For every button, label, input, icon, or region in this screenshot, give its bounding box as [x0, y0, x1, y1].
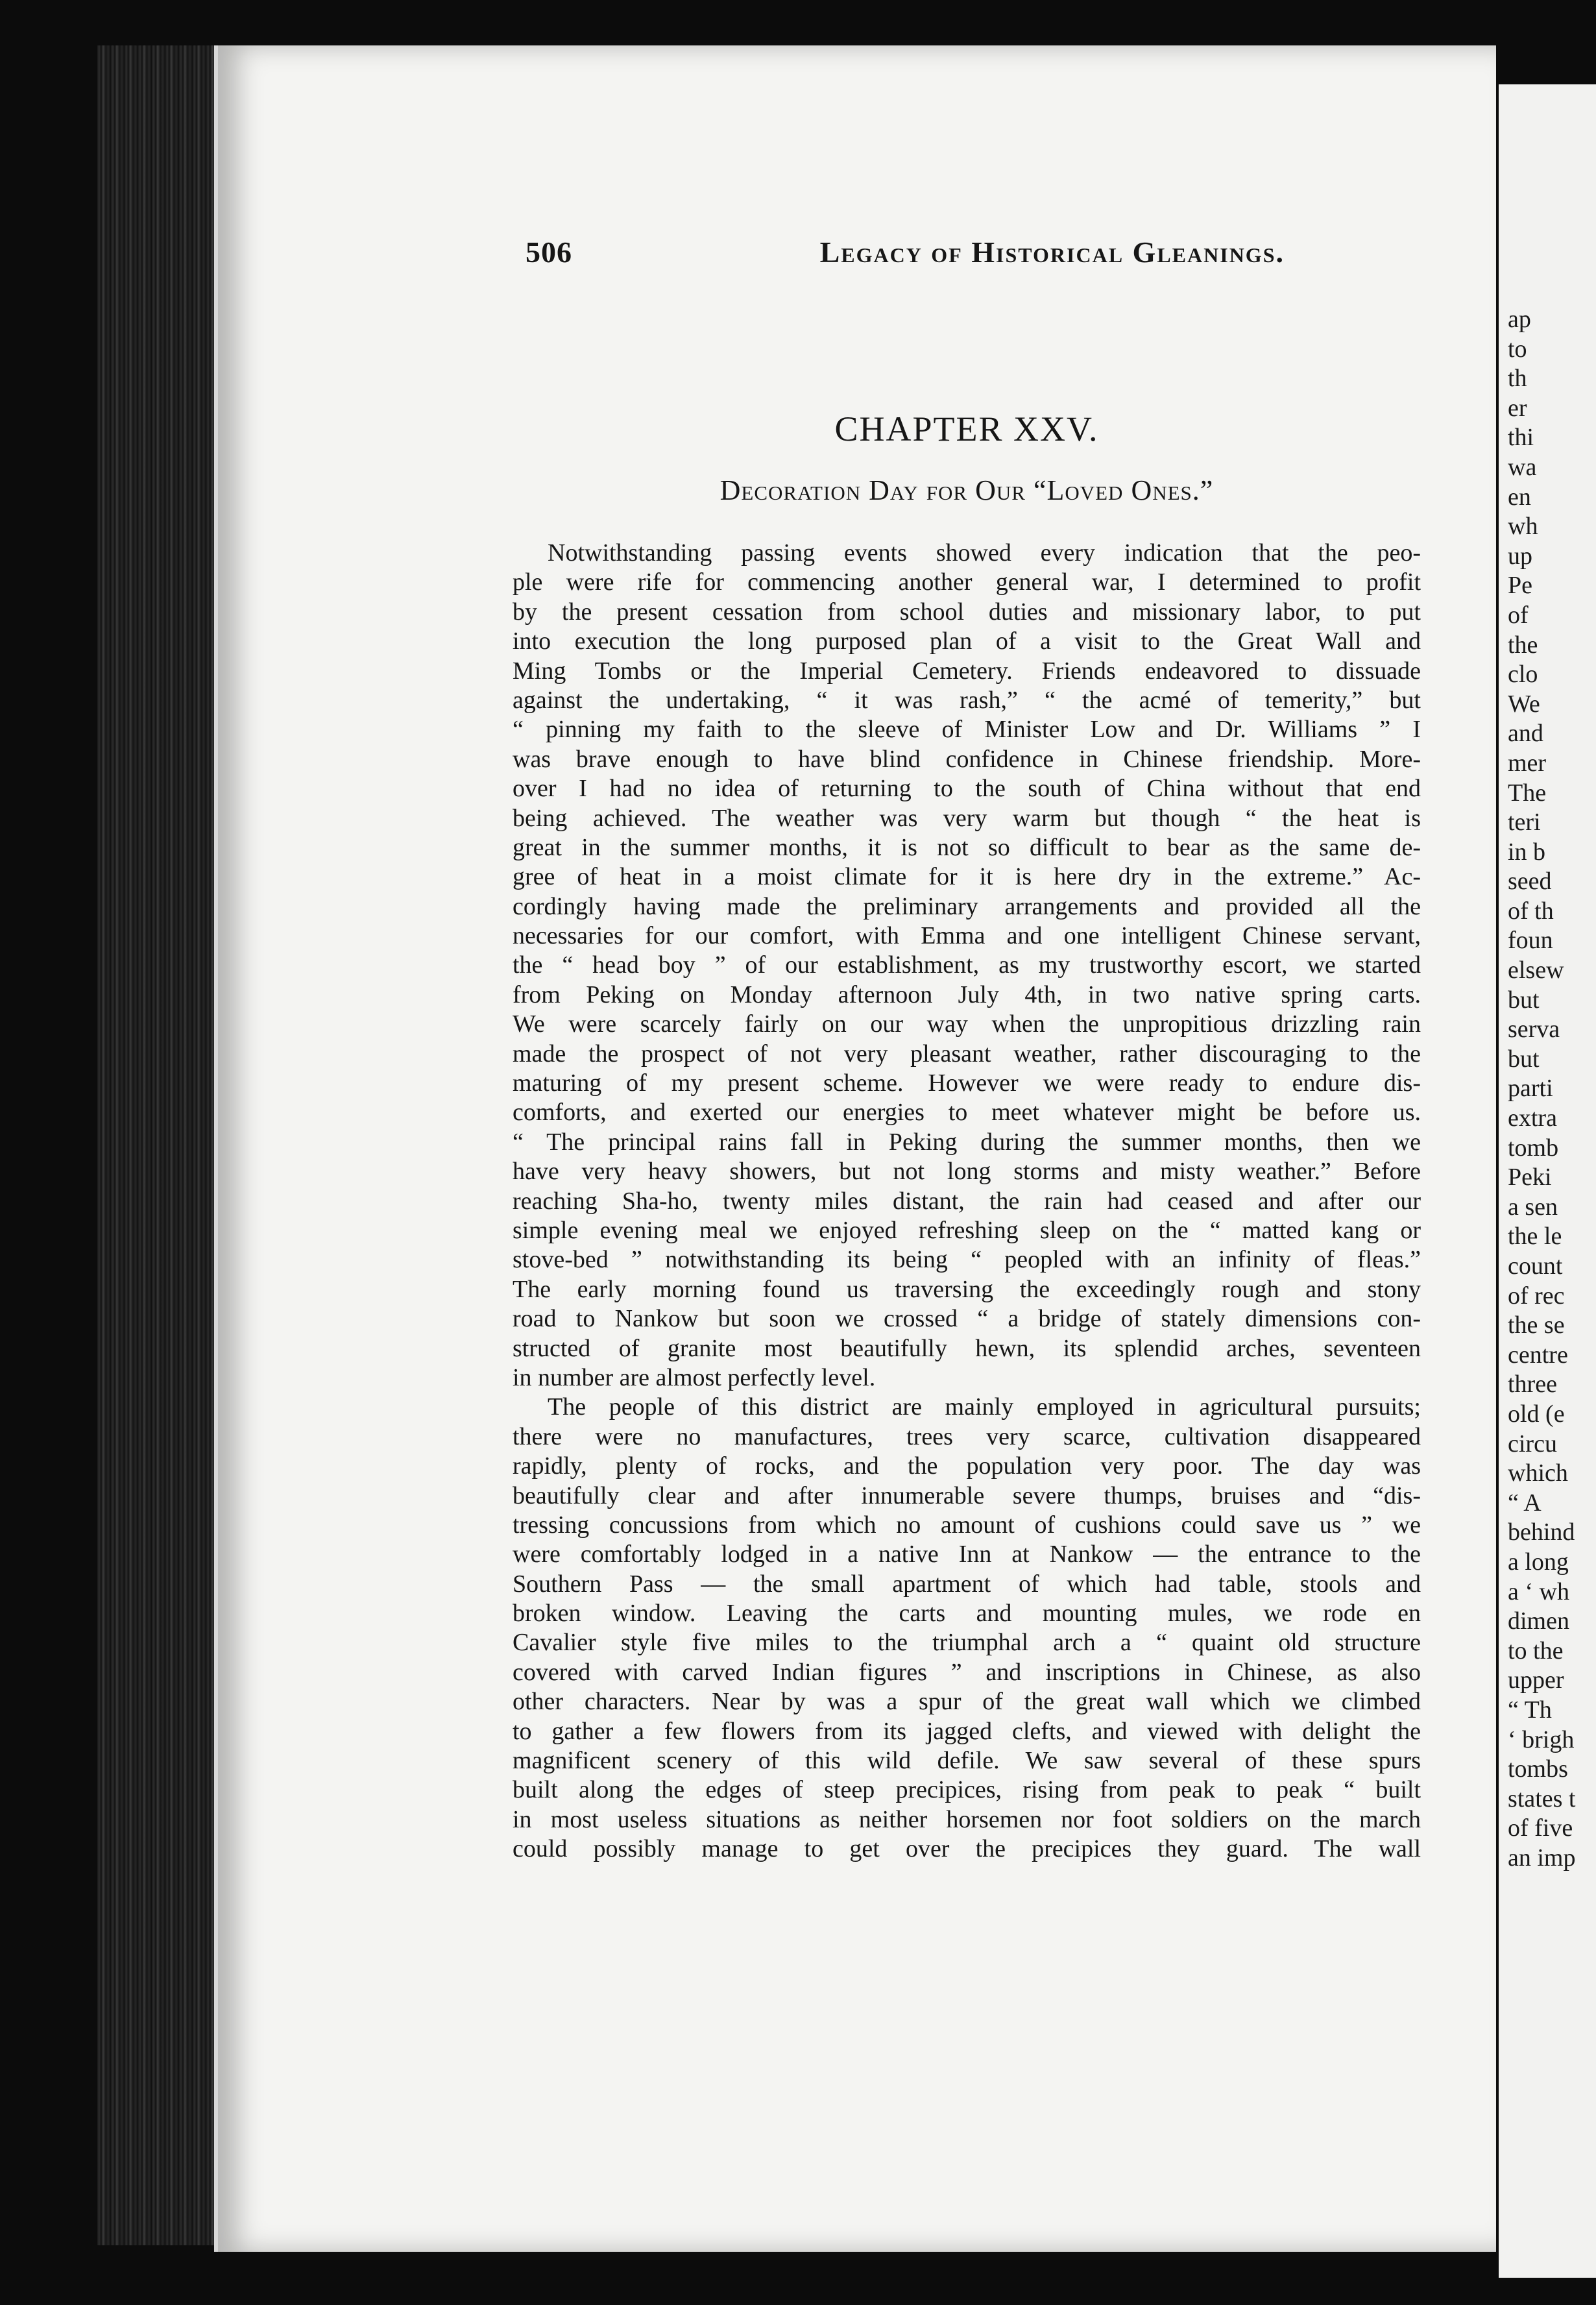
text-line: in number are almost perfectly level. — [513, 1363, 876, 1391]
text-line: could possibly manage to get over the precipices they guard. The wall — [513, 1835, 1421, 1863]
adjacent-page-line: but — [1508, 1045, 1540, 1073]
adjacent-page-line: of rec — [1508, 1282, 1565, 1310]
text-line: simple evening meal we enjoyed refreshing sleep on the “ matted kang or — [513, 1216, 1421, 1244]
adjacent-page-line: circu — [1508, 1430, 1557, 1457]
text-line: necessaries for our comfort, with Emma and one intelligent Chinese servant, — [513, 922, 1421, 950]
adjacent-page-line: ap — [1508, 306, 1531, 333]
chapter-subtitle: Decoration Day for Our “Loved Ones.” — [719, 474, 1214, 506]
text-line: great in the summer months, it is not so difficult to bear as the same de- — [513, 833, 1421, 861]
text-line: there were no manufactures, trees very scarce, cultivation disappeared — [513, 1422, 1421, 1450]
adjacent-page-edge — [1499, 84, 1596, 2278]
adjacent-page-line: en — [1508, 483, 1531, 511]
adjacent-page-line: to — [1508, 335, 1527, 363]
text-line: made the prospect of not very pleasant weather, rather discouraging to the — [513, 1040, 1421, 1067]
text-line: “ The principal rains fall in Peking during the summer months, then we — [513, 1128, 1421, 1156]
text-line: reaching Sha-ho, twenty miles distant, the rain had ceased and after our — [513, 1187, 1421, 1215]
text-line: into execution the long purposed plan of a visit to the Great Wall and — [513, 628, 1421, 655]
adjacent-page-line: states t — [1508, 1785, 1576, 1812]
adjacent-page-line: foun — [1508, 927, 1553, 955]
text-line: broken window. Leaving the carts and mounting mules, we rode en — [513, 1600, 1421, 1628]
adjacent-page-line: clo — [1508, 661, 1538, 689]
text-line: structed of granite most beautifully hewn, its splendid arches, seventeen — [513, 1334, 1421, 1362]
adjacent-page-line: dimen — [1508, 1607, 1569, 1635]
text-line: ple were rife for commencing another general war, I determined to profit — [513, 568, 1421, 596]
page-number: 506 — [526, 236, 572, 269]
adjacent-page-line: er — [1508, 394, 1527, 422]
adjacent-page-line: centre — [1508, 1341, 1568, 1369]
adjacent-page-line: wa — [1508, 453, 1537, 481]
text-line: over I had no idea of returning to the south of China without that end — [513, 775, 1421, 803]
text-line: We were scarcely fairly on our way when the unpropitious drizzling rain — [513, 1010, 1421, 1038]
adjacent-page-line: extra — [1508, 1104, 1557, 1132]
adjacent-page-line: ‘ brigh — [1508, 1726, 1575, 1753]
adjacent-page-line: parti — [1508, 1075, 1553, 1103]
text-line: was brave enough to have blind confidence in Chinese friendship. More- — [513, 745, 1421, 773]
text-line: stove-bed ” notwithstanding its being “ peopled with an infinity of fleas.” — [513, 1246, 1421, 1274]
text-line: beautifully clear and after innumerable severe thumps, bruises and “dis- — [513, 1482, 1421, 1509]
text-line: were comfortably lodged in a native Inn at Nankow — the entrance to the — [513, 1541, 1421, 1568]
text-line: other characters. Near by was a spur of the great wall which we climbed — [513, 1688, 1421, 1716]
text-line: covered with carved Indian figures ” and inscriptions in Chinese, as also — [513, 1658, 1421, 1686]
text-line: Southern Pass — the small apartment of which had table, stools and — [513, 1570, 1421, 1598]
text-line: being achieved. The weather was very warm but though “ the heat is — [513, 804, 1421, 832]
adjacent-page-line: behind — [1508, 1518, 1575, 1546]
text-line: road to Nankow but soon we crossed “ a bridge of stately dimensions con- — [513, 1305, 1421, 1333]
adjacent-page-line: Pe — [1508, 572, 1532, 600]
text-line: maturing of my present scheme. However we were ready to endure dis- — [513, 1069, 1421, 1097]
text-line: to gather a few flowers from its jagged clefts, and viewed with delight the — [513, 1717, 1421, 1745]
text-line: gree of heat in a moist climate for it is here dry in the extreme.” Ac- — [513, 863, 1421, 891]
adjacent-page-line: “ A — [1508, 1489, 1542, 1517]
text-line: by the present cessation from school duties and missionary labor, to put — [513, 598, 1421, 626]
text-line: The early morning found us traversing the exceedingly rough and stony — [513, 1275, 1421, 1303]
adjacent-page-line: thi — [1508, 424, 1534, 452]
adjacent-page-line: which — [1508, 1459, 1568, 1487]
adjacent-page-line: in b — [1508, 838, 1546, 866]
adjacent-page-line: wh — [1508, 513, 1538, 541]
running-title: Legacy of Historical Gleanings. — [819, 236, 1285, 269]
text-line: against the undertaking, “ it was rash,” “ the acmé of temerity,” but — [513, 686, 1421, 714]
adjacent-page-line: up — [1508, 542, 1532, 570]
adjacent-page-line: but — [1508, 986, 1540, 1014]
text-line: the “ head boy ” of our establishment, as my trustworthy escort, we started — [513, 951, 1421, 979]
adjacent-page-line: and — [1508, 720, 1543, 748]
adjacent-page-line: seed — [1508, 868, 1552, 896]
adjacent-page-line: tombs — [1508, 1755, 1568, 1783]
text-line: Ming Tombs or the Imperial Cemetery. Friends endeavored to dissuade — [513, 657, 1421, 685]
adjacent-page-line: “ Th — [1508, 1696, 1552, 1724]
text-line: built along the edges of steep precipices, rising from peak to peak “ built — [513, 1776, 1421, 1804]
adjacent-page-line: The — [1508, 779, 1547, 807]
adjacent-page-line: a ‘ wh — [1508, 1578, 1569, 1605]
text-line: Cavalier style five miles to the triumphal arch a “ quaint old structure — [513, 1629, 1421, 1657]
text-line: The people of this district are mainly employed in agricultural pursuits; — [548, 1393, 1421, 1421]
chapter-title: CHAPTER XXV. — [834, 409, 1099, 448]
adjacent-page-line: Peki — [1508, 1164, 1552, 1191]
adjacent-page-line: of five — [1508, 1814, 1573, 1842]
text-line: cordingly having made the preliminary arrangements and provided all the — [513, 892, 1421, 920]
adjacent-page-line: teri — [1508, 809, 1541, 836]
adjacent-page-line: of — [1508, 601, 1529, 629]
adjacent-page-line: tomb — [1508, 1134, 1559, 1162]
adjacent-page-line: to the — [1508, 1637, 1564, 1665]
adjacent-page-text — [1499, 305, 1575, 1873]
adjacent-page-line: upper — [1508, 1666, 1564, 1694]
text-line: comforts, and exerted our energies to meet whatever might be before us. — [513, 1099, 1421, 1127]
text-line: from Peking on Monday afternoon July 4th, in two native spring carts. — [513, 981, 1421, 1008]
text-line: “ pinning my faith to the sleeve of Minister Low and Dr. Williams ” I — [513, 716, 1421, 744]
text-line: Notwithstanding passing events showed every indication that the peo- — [548, 539, 1421, 567]
adjacent-page-line: mer — [1508, 749, 1547, 777]
adjacent-page-line: of th — [1508, 897, 1554, 925]
adjacent-page-line: serva — [1508, 1016, 1560, 1043]
text-line: have very heavy showers, but not long storms and misty weather.” Before — [513, 1158, 1421, 1186]
body-text — [513, 539, 1421, 1864]
adjacent-page-line: We — [1508, 690, 1540, 718]
adjacent-page-line: the — [1508, 631, 1538, 659]
running-head — [526, 228, 1285, 280]
adjacent-page-line: old (e — [1508, 1400, 1565, 1428]
adjacent-page-line: a long — [1508, 1548, 1569, 1576]
adjacent-page-line: elsew — [1508, 957, 1564, 984]
adjacent-page-line: three — [1508, 1371, 1557, 1398]
text-line: in most useless situations as neither horsemen nor foot soldiers on the march — [513, 1805, 1421, 1833]
adjacent-page-line: the se — [1508, 1311, 1565, 1339]
adjacent-page-line: count — [1508, 1252, 1563, 1280]
adjacent-page-line: a sen — [1508, 1193, 1558, 1221]
adjacent-page-line: an imp — [1508, 1844, 1576, 1872]
adjacent-page-line: th — [1508, 365, 1527, 393]
text-line: magnificent scenery of this wild defile. We saw several of these spurs — [513, 1747, 1421, 1775]
text-line: tressing concussions from which no amount of cushions could save us ” we — [513, 1511, 1421, 1539]
text-line: rapidly, plenty of rocks, and the population very poor. The day was — [513, 1452, 1421, 1480]
adjacent-page-line: the le — [1508, 1223, 1562, 1250]
